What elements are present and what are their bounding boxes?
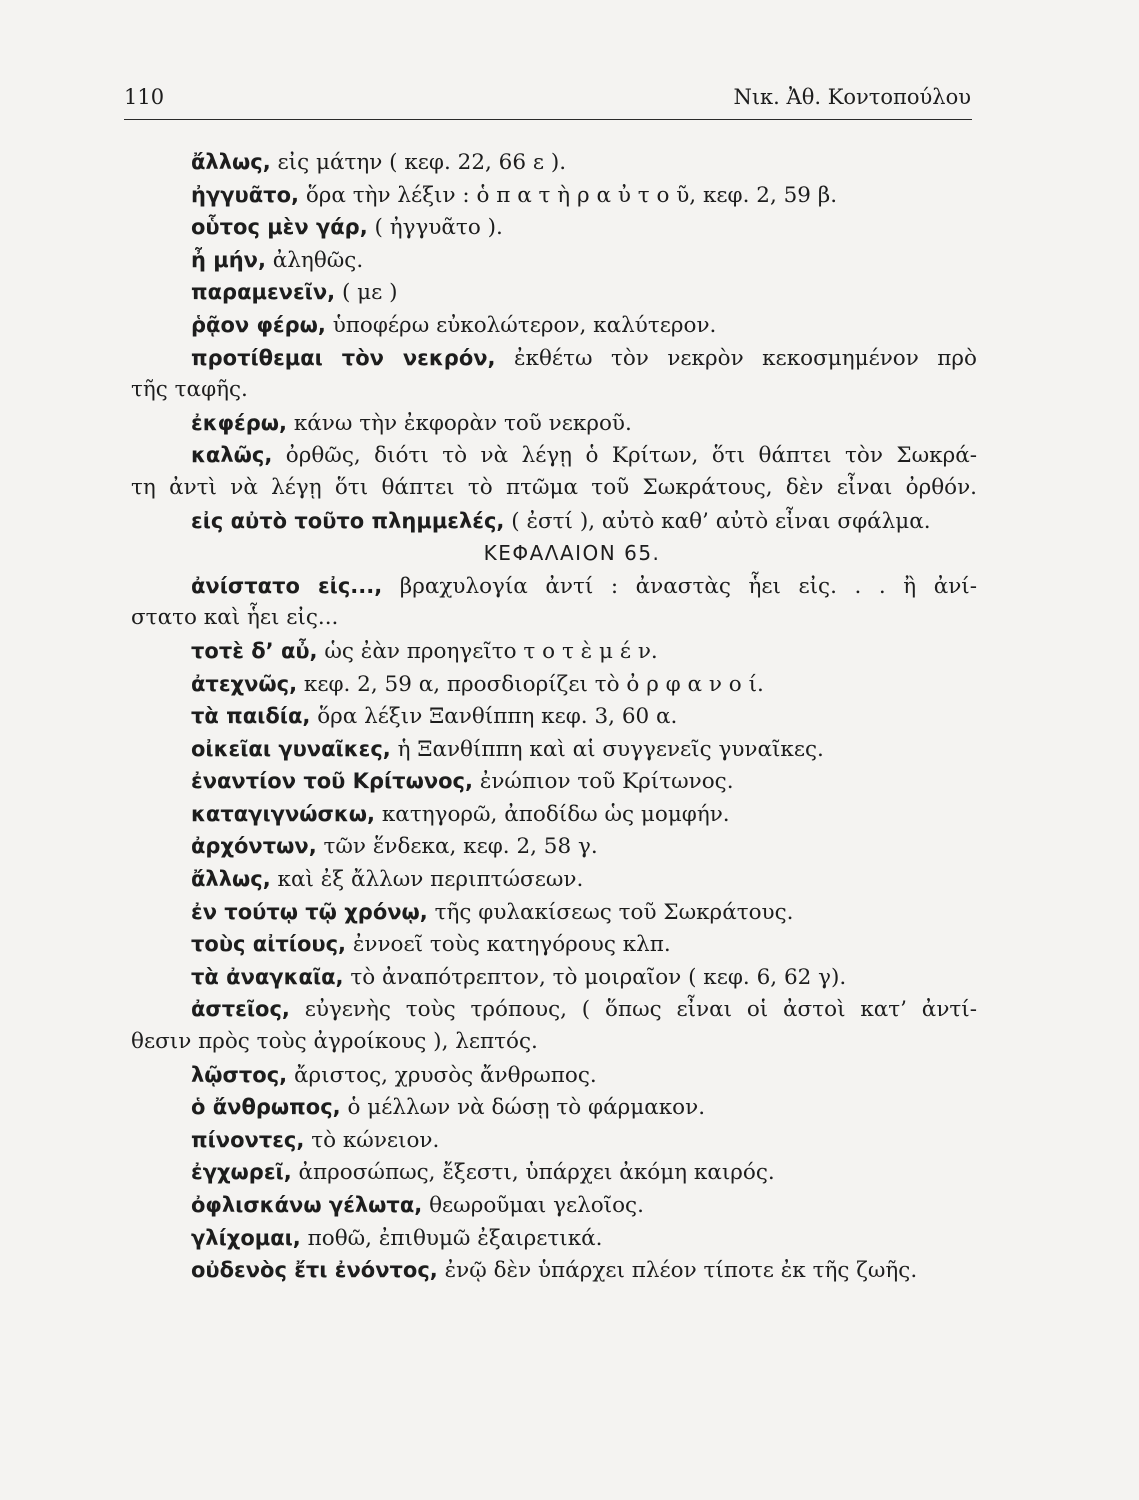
glossary-definition: ( ἐστί ), αὐτὸ καθ’ αὐτὸ εἶναι σφάλμα.: [504, 508, 931, 534]
glossary-definition: ( με ): [335, 280, 398, 306]
glossary-lemma: γλίχομαι,: [191, 1225, 301, 1250]
glossary-lemma: ἀνίστατο εἰς...,: [191, 573, 383, 598]
glossary-definition: κάνω τὴν ἐκφορὰν τοῦ νεκροῦ.: [287, 410, 632, 436]
glossary-line: [131, 179, 977, 212]
glossary-definition: ἡ Ξανθίππη καὶ αἱ συγγενεῖς γυναῖκες.: [390, 736, 824, 762]
glossary-line: [131, 733, 977, 766]
glossary-lemma: ὀφλισκάνω γέλωτα,: [191, 1193, 423, 1217]
glossary-definition: ἐκθέτω τὸν νεκρὸν κεκοσμημένον πρὸ: [495, 345, 977, 371]
glossary-line: [131, 635, 977, 668]
glossary-definition: τῆς φυλακίσεως τοῦ Σωκράτους.: [427, 899, 794, 925]
glossary-definition: τὸ κώνειον.: [304, 1127, 440, 1153]
glossary-definition: κεφ. 2, 59 α, προσδιορίζει τὸ ὀ ρ φ α ν ο ί.: [297, 671, 764, 697]
glossary-lemma: τοὺς αἰτίους,: [191, 932, 346, 957]
glossary-definition: ὅρα τὴν λέξιν : ὁ π α τ ὴ ρ α ὐ τ ο ῦ, κεφ. 2, 59 β.: [298, 182, 838, 208]
glossary-line: [131, 765, 977, 798]
glossary-definition: ὡς ἐὰν προηγεῖτο τ ο τ ὲ μ έ ν.: [317, 638, 658, 664]
glossary-lemma: προτίθεμαι τὸν νεκρόν,: [191, 345, 496, 370]
glossary-lemma: παραμενεῖν,: [191, 280, 336, 305]
glossary-line: [131, 472, 977, 505]
glossary-definition: τη ἀντὶ νὰ λέγῃ ὅτι θάπτει τὸ πτῶμα τοῦ Σωκράτους, δὲν εἶναι ὀρθόν.: [131, 474, 977, 500]
glossary-lemma: ἠγγυᾶτο,: [191, 182, 299, 207]
glossary-lemma: καταγιγνώσκω,: [191, 801, 376, 826]
glossary-line: [131, 374, 977, 407]
glossary-line: [131, 570, 977, 603]
glossary-definition: τῶν ἕνδεκα, κεφ. 2, 58 γ.: [316, 834, 598, 860]
glossary-line: [131, 1254, 977, 1287]
glossary-line: [131, 276, 977, 309]
glossary-definition: ἐνώπιον τοῦ Κρίτωνος.: [472, 769, 734, 795]
glossary-definition: στατο καὶ ἧει εἰς...: [131, 605, 339, 631]
glossary-definition: βραχυλογία ἀντί : ἀναστὰς ἧει εἰς. . . ἢ ἀνί-: [382, 573, 977, 599]
glossary-line: [131, 668, 977, 701]
glossary-lemma: ὁ ἄνθρωπος,: [191, 1095, 341, 1120]
glossary-line: [131, 244, 977, 277]
glossary-definition: ἀληθῶς.: [265, 247, 364, 273]
glossary-line: [131, 1026, 977, 1059]
glossary-lemma: ἐναντίον τοῦ Κρίτωνος,: [191, 769, 473, 794]
glossary-definition: ὅρα λέξιν Ξανθίππη κεφ. 3, 60 α.: [310, 704, 678, 730]
glossary-lemma: ῥᾷον φέρω,: [191, 312, 326, 337]
glossary-line: [131, 896, 977, 929]
glossary-line: [131, 1222, 977, 1255]
glossary-line: [131, 342, 977, 375]
glossary-definition: ( ἠγγυᾶτο ).: [367, 215, 503, 241]
glossary-line: [131, 700, 977, 733]
glossary-definition: ἄριστος, χρυσὸς ἄνθρωπος.: [287, 1062, 597, 1088]
glossary-line: [131, 1059, 977, 1092]
glossary-definition: θεωροῦμαι γελοῖος.: [422, 1193, 644, 1218]
glossary-definition: ὑποφέρω εὐκολώτερον, καλύτερον.: [325, 312, 717, 338]
glossary-lemma: τοτὲ δ’ αὖ,: [191, 638, 318, 663]
glossary-lemma: ἄλλως,: [191, 867, 271, 892]
glossary-lemma: οὐδενὸς ἔτι ἐνόντος,: [191, 1258, 438, 1283]
glossary-lemma: λῷστος,: [191, 1062, 288, 1087]
glossary-definition: τὸ ἀναπότρεπτον, τὸ μοιραῖον ( κεφ. 6, 62 γ).: [343, 964, 847, 990]
glossary-lemma: πίνοντες,: [191, 1127, 305, 1152]
glossary-lemma: καλῶς,: [191, 443, 273, 468]
glossary-lemma: ἐγχωρεῖ,: [191, 1160, 292, 1185]
glossary-lemma: εἰς αὐτὸ τοῦτο πλημμελές,: [191, 508, 505, 533]
glossary-lemma: ἀτεχνῶς,: [191, 671, 298, 696]
chapter-heading: ΚΕΦΑΛΑΙΟΝ 65.: [483, 541, 661, 566]
glossary-lemma: ἦ μήν,: [191, 247, 266, 272]
glossary-lemma: ἀρχόντων,: [191, 834, 317, 859]
glossary-line: [131, 863, 977, 896]
glossary-line: [131, 146, 977, 179]
glossary-lemma: οἰκεῖαι γυναῖκες,: [191, 736, 391, 761]
glossary-line: [131, 993, 977, 1026]
glossary-definition: ὀρθῶς, διότι τὸ νὰ λέγῃ ὁ Κρίτων, ὅτι θάπτει τὸν Σωκρά-: [272, 443, 977, 469]
glossary-line: [131, 1189, 977, 1222]
header-rule: [124, 119, 972, 120]
glossary-line: [131, 830, 977, 863]
glossary-lemma: οὗτος μὲν γάρ,: [191, 215, 368, 240]
glossary-lemma: ἐκφέρω,: [191, 410, 287, 435]
glossary-definition: θεσιν πρὸς τοὺς ἀγροίκους ), λεπτός.: [131, 1029, 538, 1055]
glossary-line: [131, 1091, 977, 1124]
glossary-line: [131, 439, 977, 472]
glossary-line: [131, 1124, 977, 1157]
glossary-definition: καὶ ἐξ ἄλλων περιπτώσεων.: [270, 867, 584, 893]
glossary-line: [131, 1156, 977, 1189]
glossary-definition: κατηγορῶ, ἀποδίδω ὡς μομφήν.: [375, 801, 730, 827]
page-number: 110: [124, 85, 165, 109]
running-title: Νικ. Ἀθ. Κοντοπούλου: [733, 85, 971, 109]
glossary-line: [131, 309, 977, 342]
glossary-lemma: ἄλλως,: [191, 150, 271, 174]
glossary-definition: ἀπροσώπως, ἔξεστι, ὑπάρχει ἀκόμη καιρός.: [291, 1160, 775, 1186]
glossary-definition: εἰς μάτην ( κεφ. 22, 66 ε ).: [270, 150, 567, 175]
glossary-lemma: ἐν τούτῳ τῷ χρόνῳ,: [191, 899, 428, 924]
glossary-definition: ποθῶ, ἐπιθυμῶ ἐξαιρετικά.: [300, 1225, 603, 1251]
glossary-lemma: τὰ ἀναγκαῖα,: [191, 964, 344, 989]
glossary-definition: ἐνῷ δὲν ὑπάρχει πλέον τίποτε ἐκ τῆς ζωῆς.: [437, 1258, 918, 1284]
glossary-definition: ἐννοεῖ τοὺς κατηγόρους κλπ.: [346, 932, 671, 958]
glossary-definition: εὐγενὴς τοὺς τρόπους, ( ὅπως εἶναι οἱ ἀστοὶ κατ’ ἀντί-: [289, 997, 977, 1023]
glossary-line: [131, 505, 977, 538]
glossary-line: [131, 961, 977, 994]
glossary-line: [131, 407, 977, 440]
glossary-line: [131, 602, 977, 635]
glossary-body: [131, 146, 977, 1287]
glossary-definition: τῆς ταφῆς.: [131, 377, 248, 403]
glossary-line: [131, 928, 977, 961]
glossary-line: [131, 798, 977, 831]
glossary-lemma: ἀστεῖος,: [191, 997, 290, 1022]
glossary-definition: ὁ μέλλων νὰ δώσῃ τὸ φάρμακον.: [340, 1095, 706, 1121]
glossary-line: [131, 211, 977, 244]
glossary-lemma: τὰ παιδία,: [191, 704, 311, 729]
